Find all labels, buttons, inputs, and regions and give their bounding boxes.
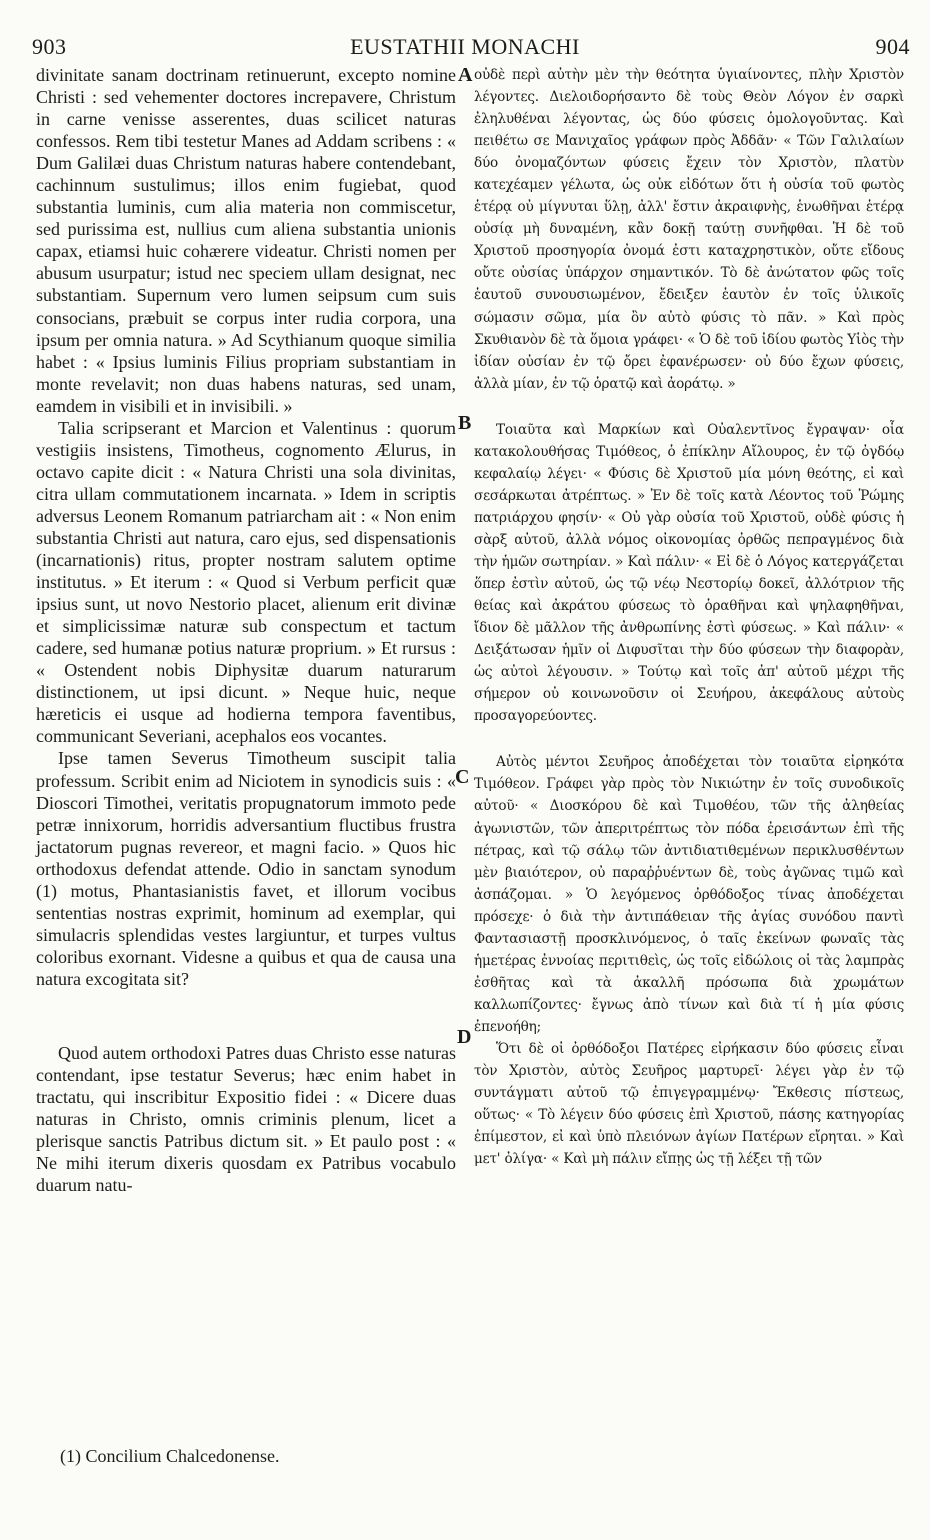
page-number-right: 904: [875, 34, 910, 59]
latin-paragraph-4: Quod autem orthodoxi Patres duas Christo esse naturas contendant, ipse testatur Severus; hæc enim habet in tractatu, qui inscribitur Expositio fidei : « Dicere duas naturas in Christo, omnis criminis plenum, licet a plerisque sanctis Patribus dictum sit. » Et paulo post : « Ne mihi iterum dixeris quosdam ex Patribus vocabulo duarum natu-: [36, 1042, 456, 1196]
greek-paragraph-3: Αὐτὸς μέντοι Σευῆρος ἀποδέχεται τὸν τοιαῦτα εἰρηκότα Τιμόθεον. Γράφει γὰρ πρὸς τὸν Νικιώτην ἐν τοῖς συνοδικοῖς αὐτοῦ· « Διοσκόρου δὲ καὶ Τιμοθέου, τῶν τῆς ἀληθείας ἀγωνιστῶν, τῶν ἀπεριτρέπτως τὸν πόδα ἐρεισάντων ἐπὶ τῆς πέτρας, καὶ τῷ σάλῳ τῶν ἀντιδιατιθεμένων περικλυσθέντων μὲν βιαιότερον, οὐ παραῤῥυέντων δὲ, τοὺς ἀγῶνας τιμῶ καὶ ἀσπάζομαι. » Ὁ λεγόμενος ὀρθόδοξος τίνας ἀποδέχεται πρόσεχε· ὁ διὰ τὴν ἀντιπάθειαν τῆς ἁγίας συνόδου παντὶ Φαντασιαστῇ προσκλινόμενος, ὁ ταῖς ἐκείνων φωναῖς τὰς ἡμετέρας ἐννοίας περιτιθεὶς, ὡς τοῖς εἰδώλοις οἱ τὰς λαμπρὰς ἐσθῆτας καὶ τὰ ἀκαλλῆ πρόσωπα διὰ χρωμάτων καλλωπίζοντες· ἔγνως ἀπὸ τίνων καὶ διὰ τί ἡ μία φύσις ἐπενοήθη;: [474, 754, 904, 1035]
latin-paragraph-1: divinitate sanam doctrinam retinuerunt, excepto nomine Christi : sed vehementer doctores increpavere, Christum in carne venisse asserentes, duas scilicet naturas confessos. Rem tibi testetur Manes ad Addam scribens : « Dum Galilæi duas Christum naturas habere contendebant, cachinnum sustulimus; illos enim fugiebat, quod substantia luminis, cum alia materia non commiscetur, sed purissima est, nullius cum aliena substantia unionis capax, etiamsi huic cohærere videatur. Christi nomen per abusum usurpatur; istud nec speciem ullam designat, nec substantiam. Supernum vero lumen seipsum cum suis consocians, præbuit se corpus inter rudia corpora, una ipsum per omnia natura. » Ad Scythianum quoque similia habet : « Ipsius luminis Filius propriam substantiam in monte revelavit; non duas habens naturas, sed unam, eamdem in visibili et in invisibili. »: [36, 65, 456, 416]
greek-paragraph-4: Ὅτι δὲ οἱ ὀρθόδοξοι Πατέρες εἰρήκασιν δύο φύσεις εἶναι τὸν Χριστὸν, αὐτὸς Σευῆρος μαρτυρεῖ· λέγει γὰρ ἐν τῷ συντάγματι αὐτοῦ τῷ ἐπιγεγραμμένῳ· Ἔκθεσις πίστεως, οὕτως· « Τὸ λέγειν δύο φύσεις ἐπὶ Χριστοῦ, πάσης κατηγορίας ἐπίμεστον, εἰ καὶ ὑπὸ πλειόνων ἁγίων Πατέρων εἴρηται. » Καὶ μετ' ὀλίγα· « Καὶ μὴ πάλιν εἴπῃς ὡς τῇ λέξει τῇ τῶν: [474, 1040, 904, 1168]
greek-column: [474, 64, 904, 1170]
footnote: (1) Concilium Chalcedonense.: [60, 1446, 280, 1466]
margin-marker-d: D: [457, 1026, 472, 1048]
greek-paragraph-2: Τοιαῦτα καὶ Μαρκίων καὶ Οὐαλεντῖνος ἔγραψαν· οἷα κατακολουθήσας Τιμόθεος, ὁ ἐπίκλην Αἴλουρος, ἐν τῷ ὀγδόῳ κεφαλαίῳ λέγει· « Φύσις δὲ Χριστοῦ μία μόνη θεότης, εἰ καὶ σεσάρκωται ἀτρέπτως. » Ἐν δὲ τοῖς κατὰ Λέοντος τοῦ Ῥώμης πατριάρχου φησίν· « Οὐ γὰρ οὐσία τοῦ Χριστοῦ, οὐδὲ φύσις ἡ σὰρξ αὐτοῦ, ἀλλὰ νόμος οἰκονομίας ὀρθῶς πεπραγμένος διὰ τὴν ἡμῶν σωτηρίαν. » Καὶ πάλιν· « Εἰ δὲ ὁ Λόγος κατεργάζεται ὅπερ ἐστὶν αὐτοῦ, ὡς τῷ νέῳ Νεστορίῳ δοκεῖ, ἀλλότριον τῆς θείας καὶ ἀκράτου φύσεως τὸ ὁραθῆναι καὶ ψηλαφηθῆναι, ἴδιον δὲ μᾶλλον τῆς ἀνθρωπίνης ἐστὶ φύσεως. » Καὶ πάλιν· « Δειξάτωσαν ἡμῖν οἱ Διφυσῖται τὴν δύο φύσεων τὴν διαφορὰν, ὡς αὐτοὶ λέγουσιν. » Τούτῳ καὶ τοῖς ἀπ' αὐτοῦ μέχρι τῆς σήμερον οὐ κοινωνοῦσιν οἱ Σευήρου, ἀκεφάλους αὐτοὺς προσαγορεύοντες.: [474, 421, 904, 725]
margin-marker-a: A: [458, 64, 473, 86]
page-number-left: 903: [32, 34, 67, 59]
latin-column: [36, 64, 456, 1196]
page-header: [0, 34, 930, 64]
latin-paragraph-3: Ipse tamen Severus Timotheum suscipit talia professum. Scribit enim ad Niciotem in synodicis suis : « Dioscori Timothei, veritatis propugnatorum immoto pede petræ innixorum, horridis adversantium fluctibus frustra jactatorum pugnas revereor, et magni facio. » Quos hic orthodoxus defendat attende. Odio in sanctam synodum (1) motus, Phantasianistis favet, et illorum vocibus sententias nostras exprimit, hominum ad exemplar, qui simulacris splendidas vestes largiuntur, et turpes vultus coloribus exornant. Videsne a quibus et qua de causa una natura excogitata sit?: [36, 748, 456, 989]
greek-paragraph-1: οὐδὲ περὶ αὐτὴν μὲν τὴν θεότητα ὑγιαίνοντες, πλὴν Χριστὸν λέγοντες. Διελοιδορήσαντο δὲ τοὺς Θεὸν Λόγον ἐν σαρκὶ ἐληλυθέναι λέγοντας, ὡς δύο φύσεις ὁμολογοῦντας. Καὶ πειθέτω σε Μανιχαῖος γράφων πρὸς Ἀδδᾶν· « Τῶν Γαλιλαίων δύο ὀνομαζόντων φύσεις ἔχειν τὸν Χριστὸν, πλατὺν κατεχέαμεν γέλωτα, ὡς οὐκ εἰδότων ὅτι ἡ οὐσία τοῦ φωτὸς ἑτέρᾳ οὐ μίγνυται ὕλῃ, ἀλλ' ἔστιν ἀκραιφνὴς, ἑνωθῆναι ἑτέρᾳ οὐσίᾳ μὴ δυναμένη, κἂν δοκῇ ταύτῃ συνῆφθαι. Ἡ δὲ τοῦ Χριστοῦ προσηγορία ὀνομά ἐστι καταχρηστικὸν, οὔτε εἴδους οὔτε οὐσίας ὑπάρχον σημαντικόν. Τὸ δὲ ἀνώτατον φῶς τοῖς ἑαυτοῦ συνουσιωμένον, ἔδειξεν ἑαυτὸν ἐν τοῖς ὑλικοῖς σώμασιν σῶμα, μία ὂν αὐτὸ φύσις τὸ πᾶν. » Καὶ πρὸς Σκυθιανὸν δὲ τὰ ὅμοια γράφει· « Ὁ δὲ τοῦ ἰδίου φωτὸς Υἱὸς τὴν ἰδίαν οὐσίαν ἐν τῷ ὄρει ἐφανέρωσεν· οὐ δύο ἔχων φύσεις, ἀλλὰ μίαν, ἐν τῷ ὁρατῷ καὶ ἀοράτῳ. »: [474, 67, 904, 392]
running-title: EUSTATHII MONACHI: [350, 34, 580, 59]
margin-marker-c: C: [455, 766, 470, 788]
margin-marker-b: B: [458, 412, 472, 434]
latin-paragraph-2: Talia scripserant et Marcion et Valentinus : quorum vestigiis insistens, Timotheus, cognomento Ælurus, in octavo capite dicit : « Natura Christi una sola divinitas, citra ullam commutationem incarnata. » Idem in scriptis adversus Leonem Romanum patriarcham ait : « Non enim substantia Christi aut natura, caro ejus, sed dispensationis (incarnationis) ritus, propter nostram salutem optime institutus. » Et iterum : « Quod si Verbum perficit quæ ipsius sunt, ut novo Nestorio placet, alienum erit divinæ et simplicissimæ naturæ sub conspectum et tactum cadere, sed humanæ potius naturæ proprium. » Et rursus : « Ostendent nobis Diphysitæ duarum naturarum distinctionem, ut ipsi dicunt. » Neque huic, neque hæreticis ei usque ad hodierna tempora faventibus, communicant Severiani, acephalos eos vocantes.: [36, 417, 456, 747]
